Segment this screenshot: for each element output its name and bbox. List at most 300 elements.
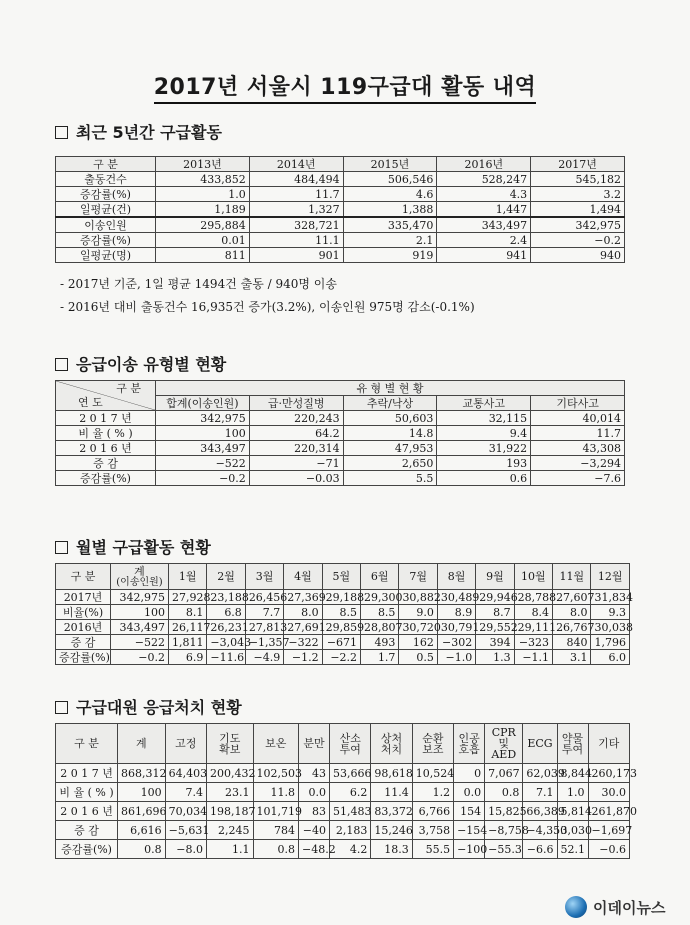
table-cell: 260,173 xyxy=(588,764,629,783)
table-cell: −5,631 xyxy=(165,821,206,840)
table-cell: 27,691 xyxy=(284,620,322,635)
table-cell: 23,188 xyxy=(207,590,245,605)
table-cell: 7.1 xyxy=(523,783,557,802)
table-cell: 335,470 xyxy=(343,217,437,233)
table-cell: 4.2 xyxy=(330,840,371,859)
table-header-cell: 합계(이송인원) xyxy=(156,396,250,411)
table-cell: −40 xyxy=(299,821,330,840)
table-cell: −2.2 xyxy=(322,650,360,665)
table-cell: 8.0 xyxy=(284,605,322,620)
table-cell: 1,189 xyxy=(156,202,250,218)
table-row xyxy=(56,620,630,635)
table-cell: 0.0 xyxy=(299,783,330,802)
table-cell: −323 xyxy=(514,635,552,650)
table-row xyxy=(56,233,625,248)
table-cell: 343,497 xyxy=(437,217,531,233)
header-line: 상처 xyxy=(380,731,403,745)
table-cell: 1,796 xyxy=(591,635,630,650)
table-cell: 14.8 xyxy=(343,426,437,441)
checkbox-square-icon xyxy=(55,701,68,714)
table-cell: 40,014 xyxy=(531,411,625,426)
table-header-cell xyxy=(412,724,453,764)
table-row xyxy=(56,441,625,456)
table-cell: 3,030 xyxy=(557,821,588,840)
table-cell: 1.0 xyxy=(557,783,588,802)
table-cell: 31,834 xyxy=(591,590,630,605)
section-heading-monthly: 월별 구급활동 현황 xyxy=(55,535,211,558)
table-cell: 29,111 xyxy=(514,620,552,635)
table-cell: 342,975 xyxy=(156,411,250,426)
table-header-cell: 구 분 xyxy=(56,564,111,590)
checkbox-square-icon xyxy=(55,126,68,139)
table-cell: 23.1 xyxy=(206,783,253,802)
table-row xyxy=(56,471,625,486)
header-line: AED xyxy=(491,748,517,761)
table-cell: −0.03 xyxy=(249,471,343,486)
table-row xyxy=(56,783,630,802)
table-cell: 64,403 xyxy=(165,764,206,783)
table-cell: 8.4 xyxy=(514,605,552,620)
table-cell: 100 xyxy=(111,605,169,620)
table-header-cell: 계 (이송인원) xyxy=(111,564,169,590)
section-heading-transport-type: 응급이송 유형별 현황 xyxy=(55,352,226,375)
month-header: 3월 xyxy=(245,564,283,590)
section-heading-recent-5-years: 최근 5년간 구급활동 xyxy=(55,120,222,143)
header-line: 계 xyxy=(136,737,147,750)
row-label: 2017년 xyxy=(56,590,111,605)
table-cell: 3.1 xyxy=(553,650,591,665)
month-header: 4월 xyxy=(284,564,322,590)
table-cell: −71 xyxy=(249,456,343,471)
table-cell: −4,350 xyxy=(523,821,557,840)
header-line: 호흡 xyxy=(458,742,480,756)
table-cell: −1.2 xyxy=(284,650,322,665)
table-cell: 8.5 xyxy=(361,605,399,620)
header-line: ECG xyxy=(527,737,553,750)
table-cell: 101,719 xyxy=(253,802,299,821)
table-cell: 8.9 xyxy=(437,605,475,620)
table-cell: 1.0 xyxy=(156,187,250,202)
table-cell: 43,308 xyxy=(531,441,625,456)
table-cell: 11.7 xyxy=(249,187,343,202)
table-cell: 493 xyxy=(361,635,399,650)
row-label: 증감률(%) xyxy=(56,650,111,665)
table-cell: −671 xyxy=(322,635,360,650)
table-cell: 64.2 xyxy=(249,426,343,441)
table-cell: 220,314 xyxy=(249,441,343,456)
table-cell: −7.6 xyxy=(531,471,625,486)
table-cell: 840 xyxy=(553,635,591,650)
table-cell: 4.3 xyxy=(437,187,531,202)
row-label: 이송인원 xyxy=(56,217,156,233)
globe-logo-icon xyxy=(565,896,587,918)
table-cell: 66,389 xyxy=(523,802,557,821)
table-monthly xyxy=(55,563,633,665)
table-cell: −0.2 xyxy=(156,471,250,486)
table-cell: 83,372 xyxy=(371,802,412,821)
table-cell: 83 xyxy=(299,802,330,821)
table-cell: 343,497 xyxy=(156,441,250,456)
table-cell: 1.1 xyxy=(206,840,253,859)
table-cell: 26,456 xyxy=(245,590,283,605)
table-cell: −154 xyxy=(454,821,485,840)
table-cell: 43 xyxy=(299,764,330,783)
table-cell: −0.6 xyxy=(588,840,629,859)
table-cell: 901 xyxy=(249,248,343,263)
table-cell: −1.0 xyxy=(437,650,475,665)
table-header-cell: 2015년 xyxy=(343,157,437,172)
table-cell: 9.3 xyxy=(591,605,630,620)
header-line: 처치 xyxy=(380,742,403,756)
table-cell: 100 xyxy=(156,426,250,441)
table-cell: 1,327 xyxy=(249,202,343,218)
header-line: 확보 xyxy=(219,742,241,756)
table-header-cell xyxy=(523,724,557,764)
table-cell: 55.5 xyxy=(412,840,453,859)
month-header: 5월 xyxy=(322,564,360,590)
table-cell: −3,043 xyxy=(207,635,245,650)
table-cell: 27,607 xyxy=(553,590,591,605)
table-cell: 8,844 xyxy=(557,764,588,783)
table-cell: 18.3 xyxy=(371,840,412,859)
table-cell: 919 xyxy=(343,248,437,263)
table-cell: 433,852 xyxy=(156,172,250,187)
row-label: 비율(%) xyxy=(56,605,111,620)
table-cell: 6.9 xyxy=(169,650,207,665)
table-header-cell xyxy=(330,724,371,764)
table-cell: 26,117 xyxy=(169,620,207,635)
table-cell: −6.6 xyxy=(523,840,557,859)
table-cell: 30.0 xyxy=(588,783,629,802)
table-row xyxy=(56,635,630,650)
table-row xyxy=(56,650,630,665)
table-cell: −55.3 xyxy=(485,840,523,859)
table-recent-5-years xyxy=(55,156,625,263)
header-line: 보조 xyxy=(422,742,444,756)
table-cell: 394 xyxy=(476,635,514,650)
table-cell: 2.4 xyxy=(437,233,531,248)
table-cell: 51,483 xyxy=(330,802,371,821)
table-cell: −1,357 xyxy=(245,635,283,650)
header-line: 분만 xyxy=(303,737,325,750)
table-cell: 198,187 xyxy=(206,802,253,821)
row-label: 출동건수 xyxy=(56,172,156,187)
table-cell: 343,497 xyxy=(111,620,169,635)
table-cell: −0.2 xyxy=(111,650,169,665)
table-cell: 811 xyxy=(156,248,250,263)
table-header-cell: 2014년 xyxy=(249,157,343,172)
table-cell: 1.3 xyxy=(476,650,514,665)
table-cell: 1,388 xyxy=(343,202,437,218)
row-label: 증감률(%) xyxy=(56,233,156,248)
table-cell: 11.7 xyxy=(531,426,625,441)
table-cell: 11.4 xyxy=(371,783,412,802)
table-cell: 2,183 xyxy=(330,821,371,840)
table-cell: 154 xyxy=(454,802,485,821)
table-cell: 0.5 xyxy=(399,650,437,665)
table-cell: 220,243 xyxy=(249,411,343,426)
table-header-cell xyxy=(299,724,330,764)
table-cell: 6,616 xyxy=(118,821,166,840)
table-cell: 0.8 xyxy=(485,783,523,802)
table-header-cell xyxy=(118,724,166,764)
row-label: 2 0 1 7 년 xyxy=(56,764,118,783)
table-row xyxy=(56,187,625,202)
header-line: 투여 xyxy=(339,742,361,756)
table-header-cell xyxy=(588,724,629,764)
row-label: 증 감 xyxy=(56,821,118,840)
table-cell: 11.1 xyxy=(249,233,343,248)
table-cell: 8.1 xyxy=(169,605,207,620)
row-label: 증감률(%) xyxy=(56,840,118,859)
month-header: 12월 xyxy=(591,564,630,590)
table-header-cell: 기타사고 xyxy=(531,396,625,411)
checkbox-square-icon xyxy=(55,358,68,371)
table-cell: 102,503 xyxy=(253,764,299,783)
table-cell: 342,975 xyxy=(531,217,625,233)
table-header-cell xyxy=(557,724,588,764)
table-cell: 9.4 xyxy=(437,426,531,441)
table-cell: −1.1 xyxy=(514,650,552,665)
table-cell: 0.0 xyxy=(454,783,485,802)
row-label: 2016년 xyxy=(56,620,111,635)
table-header-cell: 급·만성질병 xyxy=(249,396,343,411)
table-row xyxy=(56,764,630,783)
table-cell: 70,034 xyxy=(165,802,206,821)
note-line: - 2017년 기준, 1일 평균 1494건 출동 / 940명 이송 xyxy=(60,277,337,291)
row-label: 일평균(건) xyxy=(56,202,156,218)
table-cell: 8.0 xyxy=(553,605,591,620)
table-row xyxy=(56,821,630,840)
table-cell: 200,432 xyxy=(206,764,253,783)
row-label: 비 율 ( % ) xyxy=(56,783,118,802)
section-heading-first-aid: 구급대원 응급처치 현황 xyxy=(55,695,242,718)
month-header: 9월 xyxy=(476,564,514,590)
table-cell: 545,182 xyxy=(531,172,625,187)
table-cell: 5,814 xyxy=(557,802,588,821)
table-header-cell: 2016년 xyxy=(437,157,531,172)
row-label: 일평균(명) xyxy=(56,248,156,263)
table-header-cell: 2017년 xyxy=(531,157,625,172)
table-cell: 1,494 xyxy=(531,202,625,218)
table-cell: −4.9 xyxy=(245,650,283,665)
table-cell: 193 xyxy=(437,456,531,471)
document-title: 2017년 서울시 119구급대 활동 내역 xyxy=(0,70,690,101)
table-cell: 9.0 xyxy=(399,605,437,620)
month-header: 7월 xyxy=(399,564,437,590)
table-cell: 50,603 xyxy=(343,411,437,426)
table-cell: 0 xyxy=(454,764,485,783)
table-cell: 27,369 xyxy=(284,590,322,605)
table-cell: 10,524 xyxy=(412,764,453,783)
table-cell: −322 xyxy=(284,635,322,650)
table-cell: −8.0 xyxy=(165,840,206,859)
table-row xyxy=(56,426,625,441)
header-line: 투여 xyxy=(561,742,584,756)
table-cell: 30,882 xyxy=(399,590,437,605)
table-header-cell xyxy=(165,724,206,764)
table-cell: 52.1 xyxy=(557,840,588,859)
table-cell: 30,720 xyxy=(399,620,437,635)
table-cell: 32,115 xyxy=(437,411,531,426)
header-line: 보온 xyxy=(265,737,287,750)
table-cell: 26,231 xyxy=(207,620,245,635)
table-cell: −522 xyxy=(111,635,169,650)
header-line: 산소 xyxy=(339,731,361,745)
table-row xyxy=(56,172,625,187)
table-row xyxy=(56,605,630,620)
table-cell: 15,825 xyxy=(485,802,523,821)
table-cell: 941 xyxy=(437,248,531,263)
row-label: 2 0 1 6 년 xyxy=(56,802,118,821)
row-label: 2 0 1 6 년 xyxy=(56,441,156,456)
table-header-cell: 추락/낙상 xyxy=(343,396,437,411)
table-cell: 528,247 xyxy=(437,172,531,187)
month-header: 2월 xyxy=(207,564,245,590)
table-cell: 484,494 xyxy=(249,172,343,187)
table-cell: 31,922 xyxy=(437,441,531,456)
table-header-cell xyxy=(206,724,253,764)
row-label: 비 율 ( % ) xyxy=(56,426,156,441)
table-cell: 11.8 xyxy=(253,783,299,802)
table-cell: 28,807 xyxy=(361,620,399,635)
table-cell: 30,038 xyxy=(591,620,630,635)
table-cell: 1.7 xyxy=(361,650,399,665)
table-cell: 868,312 xyxy=(118,764,166,783)
row-label: 2 0 1 7 년 xyxy=(56,411,156,426)
table-cell: −0.2 xyxy=(531,233,625,248)
table-cell: 1.2 xyxy=(412,783,453,802)
table-cell: −3,294 xyxy=(531,456,625,471)
table-cell: 6,766 xyxy=(412,802,453,821)
table-cell: 7.7 xyxy=(245,605,283,620)
table-cell: 784 xyxy=(253,821,299,840)
table-cell: 6.2 xyxy=(330,783,371,802)
table-cell: 27,928 xyxy=(169,590,207,605)
table-row xyxy=(56,217,625,233)
table-cell: 506,546 xyxy=(343,172,437,187)
table-header-cell xyxy=(485,724,523,764)
table-cell: 1,811 xyxy=(169,635,207,650)
table-cell: 27,813 xyxy=(245,620,283,635)
table-cell: 0.01 xyxy=(156,233,250,248)
table-cell: 29,300 xyxy=(361,590,399,605)
table-cell: 4.6 xyxy=(343,187,437,202)
table-cell: 1,447 xyxy=(437,202,531,218)
month-header: 1월 xyxy=(169,564,207,590)
brand-logo: 이데이뉴스 xyxy=(565,896,665,918)
table-row xyxy=(56,202,625,218)
table-cell: 940 xyxy=(531,248,625,263)
table-cell: 6.0 xyxy=(591,650,630,665)
header-line: 및 xyxy=(498,737,510,750)
table-cell: 261,870 xyxy=(588,802,629,821)
table-cell: 2.1 xyxy=(343,233,437,248)
table-cell: 30,489 xyxy=(437,590,475,605)
table-cell: 7.4 xyxy=(165,783,206,802)
table-cell: 30,791 xyxy=(437,620,475,635)
note-line: - 2016년 대비 출동건수 16,935건 증가(3.2%), 이송인원 975명 감소(-0.1%) xyxy=(60,300,475,314)
table-row xyxy=(56,248,625,263)
table-cell: 2,650 xyxy=(343,456,437,471)
header-line: 기도 xyxy=(219,731,241,745)
table-header-cell xyxy=(56,724,118,764)
table-cell: 2,245 xyxy=(206,821,253,840)
table-row xyxy=(56,802,630,821)
table-cell: −8,758 xyxy=(485,821,523,840)
table-cell: 295,884 xyxy=(156,217,250,233)
table-cell: 0.8 xyxy=(253,840,299,859)
table-corner-header: 구 분 연 도 xyxy=(56,381,156,411)
table-transport-type xyxy=(55,380,625,486)
month-header: 8월 xyxy=(437,564,475,590)
table-cell: 5.5 xyxy=(343,471,437,486)
row-label: 증 감 xyxy=(56,456,156,471)
table-cell: 6.8 xyxy=(207,605,245,620)
table-cell: 3.2 xyxy=(531,187,625,202)
table-cell: 328,721 xyxy=(249,217,343,233)
row-label: 증 감 xyxy=(56,635,111,650)
table-cell: 98,618 xyxy=(371,764,412,783)
table-row xyxy=(56,411,625,426)
month-header: 6월 xyxy=(361,564,399,590)
row-label: 증감률(%) xyxy=(56,187,156,202)
table-cell: 7,067 xyxy=(485,764,523,783)
table-cell: −11.6 xyxy=(207,650,245,665)
month-header: 11월 xyxy=(553,564,591,590)
table-header-cell xyxy=(371,724,412,764)
table-group-header: 유 형 별 현 황 xyxy=(156,381,625,396)
table-first-aid xyxy=(55,723,638,859)
row-label: 증감률(%) xyxy=(56,471,156,486)
table-header-cell: 구 분 xyxy=(56,157,156,172)
table-cell: 53,666 xyxy=(330,764,371,783)
table-cell: 8.7 xyxy=(476,605,514,620)
table-cell: −1,697 xyxy=(588,821,629,840)
table-header-cell xyxy=(454,724,485,764)
header-line: 기타 xyxy=(598,737,620,750)
table-cell: −522 xyxy=(156,456,250,471)
table-cell: 0.6 xyxy=(437,471,531,486)
table-cell: 162 xyxy=(399,635,437,650)
table-cell: 342,975 xyxy=(111,590,169,605)
table-row xyxy=(56,840,630,859)
table-cell: 29,188 xyxy=(322,590,360,605)
table-cell: 62,039 xyxy=(523,764,557,783)
table-cell: 0.8 xyxy=(118,840,166,859)
table-cell: 29,859 xyxy=(322,620,360,635)
table-cell: 47,953 xyxy=(343,441,437,456)
table-cell: 8.5 xyxy=(322,605,360,620)
table-cell: 3,758 xyxy=(412,821,453,840)
table-cell: 28,788 xyxy=(514,590,552,605)
table-header-cell xyxy=(253,724,299,764)
table-cell: 29,946 xyxy=(476,590,514,605)
table-cell: −302 xyxy=(437,635,475,650)
table-cell: 29,552 xyxy=(476,620,514,635)
header-line: 고정 xyxy=(175,737,197,750)
header-line: CPR xyxy=(491,726,516,739)
month-header: 10월 xyxy=(514,564,552,590)
table-cell: 861,696 xyxy=(118,802,166,821)
table-header-cell: 2013년 xyxy=(156,157,250,172)
table-cell: 26,767 xyxy=(553,620,591,635)
header-line: 구 분 xyxy=(74,737,99,750)
header-line: 약물 xyxy=(561,731,584,745)
checkbox-square-icon xyxy=(55,541,68,554)
header-line: 인공 xyxy=(458,731,480,745)
table-cell: 15,246 xyxy=(371,821,412,840)
